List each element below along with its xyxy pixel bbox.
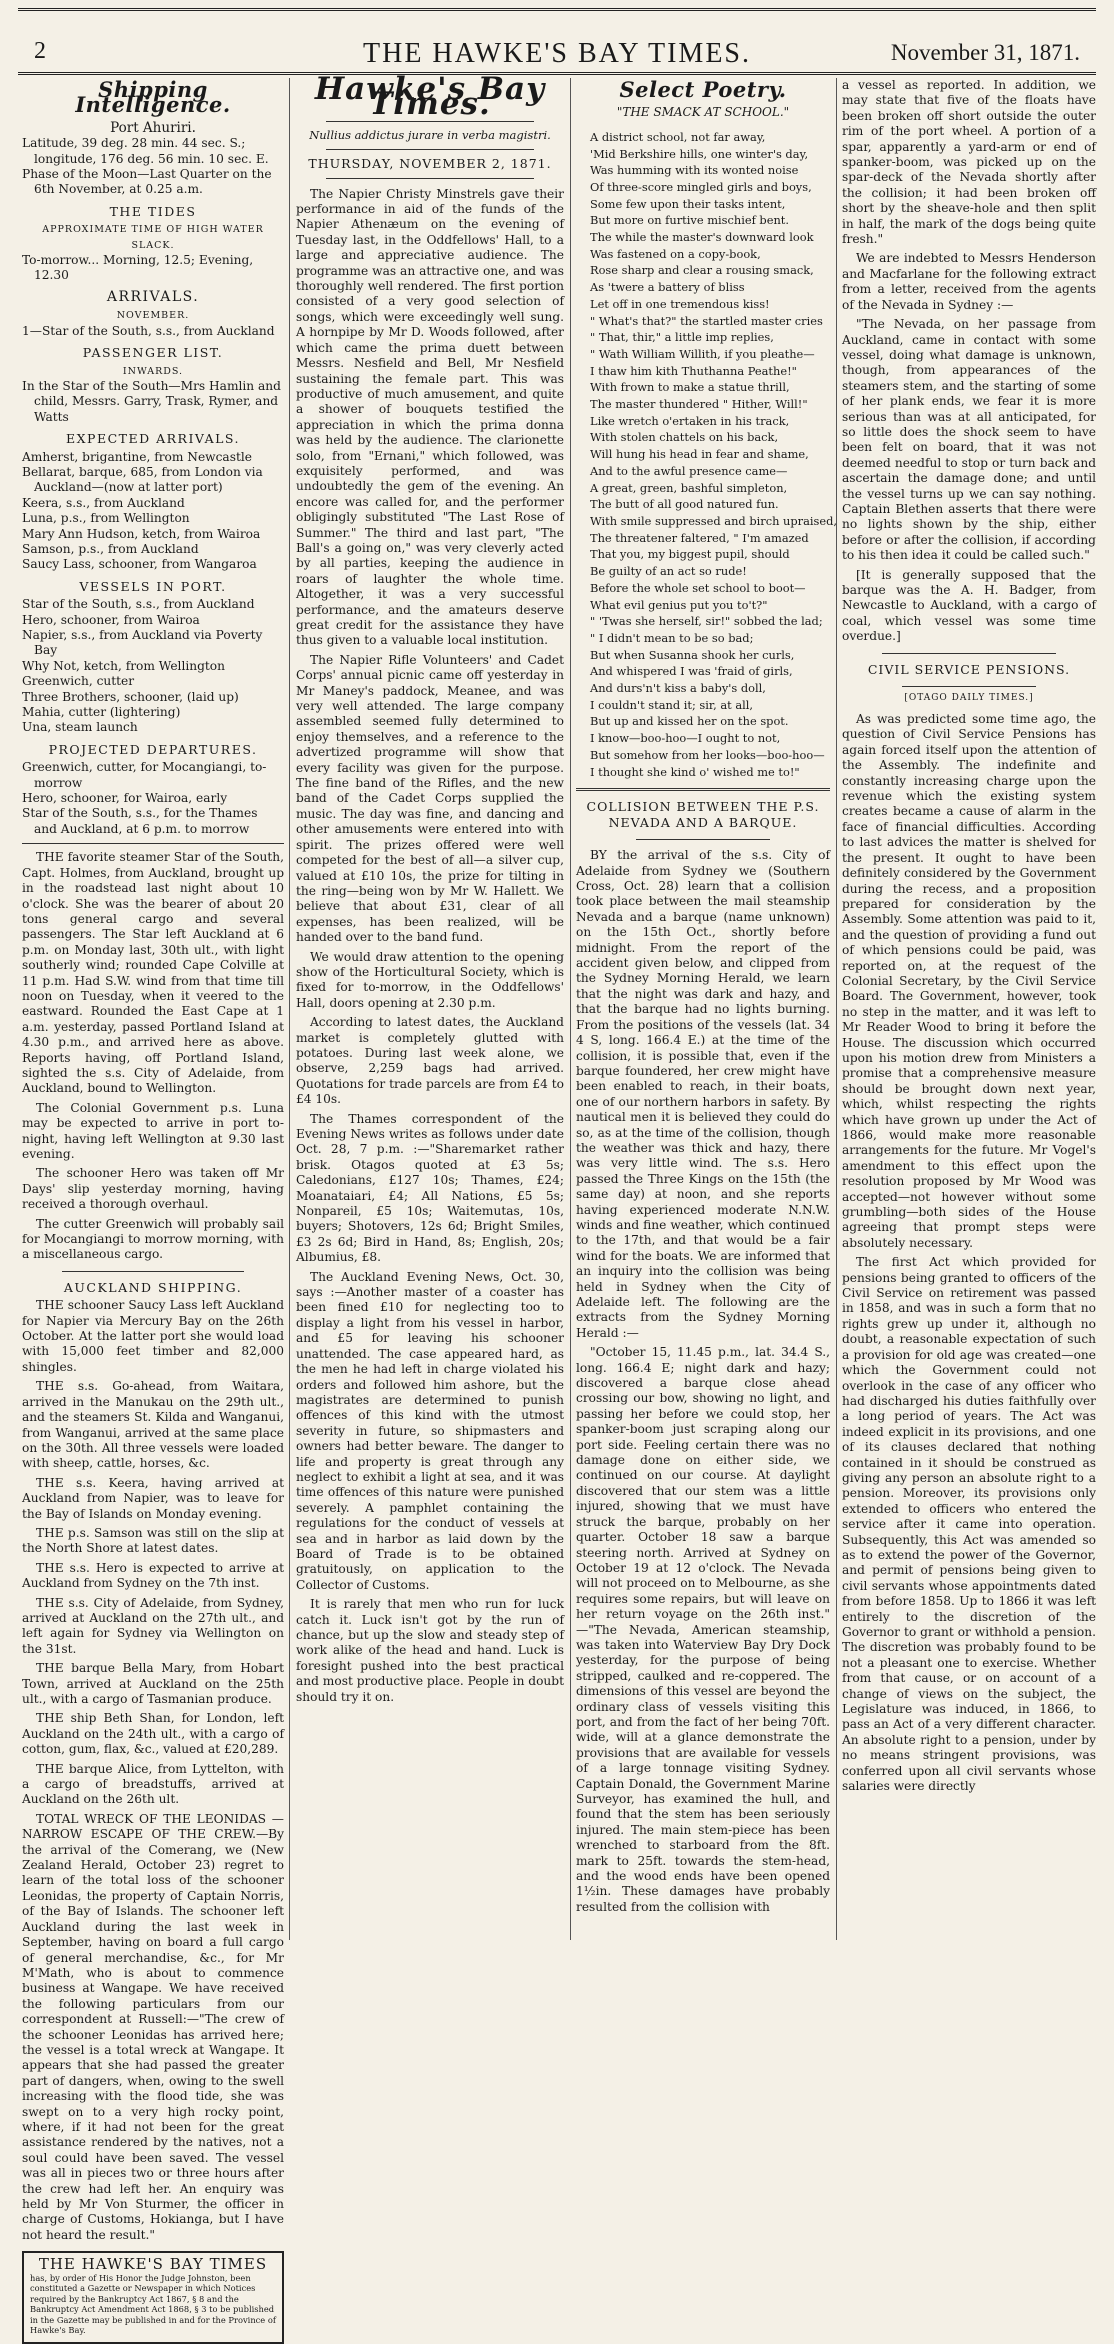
editorial-paragraph: We would draw attention to the opening show of the Horticultural Society, which is fixed for to-morrow, in the Oddfellows' Hall, doors opening at 2.30 p.m. xyxy=(296,949,564,1010)
section-rule xyxy=(326,178,534,179)
poem-line: The master thundered " Hither, Will!" xyxy=(590,397,808,412)
shipping-paragraph: The Colonial Government p.s. Luna may be expected to arrive in port to-night, having left Wellington at 9.30 last evening. xyxy=(22,1100,284,1161)
page-number: 2 xyxy=(34,38,46,64)
port-coordinates: Latitude, 39 deg. 28 min. 44 sec. S.; longitude, 176 deg. 56 min. 10 sec. E. xyxy=(22,136,269,166)
pensions-source: [OTAGO DAILY TIMES.] xyxy=(904,692,1034,703)
auckland-item: THE s.s. Hero is expected to arrive at Auckland from Sydney on the 7th inst. xyxy=(22,1560,284,1591)
in-port-title: VESSELS IN PORT. xyxy=(79,578,227,594)
auckland-item: THE barque Bella Mary, from Hobart Town, arrived at Auckland on the 25th ult., with a cargo of Tasmanian produce. xyxy=(22,1661,284,1706)
arrivals-title: ARRIVALS. xyxy=(106,288,200,305)
poem-line: But somehow from her looks—boo-hoo— xyxy=(590,747,825,762)
masthead xyxy=(18,6,1096,69)
expected-title: EXPECTED ARRIVALS. xyxy=(66,431,240,447)
auckland-shipping-title: AUCKLAND SHIPPING. xyxy=(63,1279,243,1295)
poem-line: And to the awful presence came— xyxy=(590,463,788,478)
column-divider xyxy=(836,78,837,1940)
editorial-paragraph: The Napier Christy Minstrels gave their performance in aid of the funds of the Napier Athenæum on the evening of Tuesday last, in the Oddfellows' Hall, to a large and appreciative audience. The programme was an attractive one, and was thoroughly well rendered. The first portion consisted of a very good selection of songs, which were exceedingly well sung. A hornpipe by Mr D. Woods followed, after which came the prima duett between Messrs. Nesfield and Bell, Mr Nesfield sustaining the female part. This was productive of much amusement, and quite a shower of bouquets testified the appreciation in which the prima donna was held by the audience. The clarionette solo, from "Ernani," which followed, was exquisitely performed, and was undoubtedly the gem of the evening. An encore was called for, and the performer obligingly substituted "The Last Rose of Summer." The third and last part, "The Ball's a going on," was very cleverly acted by all parties, keeping the audience in roars of laughter the whole time. Altogether, it was a very successful performance, and the amateurs deserve great credit for the assistance they have thus given to a valuable local institution. xyxy=(296,186,564,648)
expected-item: Keera, s.s., from Auckland xyxy=(22,495,185,510)
pensions-title: CIVIL SERVICE PENSIONS. xyxy=(867,661,1071,677)
poem-line: With frown to make a statue thrill, xyxy=(590,380,790,395)
departure-item: Star of the South, s.s., for the Thames and Auckland, at 6 p.m. to morrow xyxy=(22,806,258,836)
poem-line: A great, green, bashful simpleton, xyxy=(590,480,788,495)
collision-continued: a vessel as reported. In addition, we may state that five of the floats have been broken off short outside the outer rim of the port wheel. A portion of a spar, apparently a yard-arm or end of spanker-boom, was picked up on the spar-deck of the Nevada shortly after the collision; it had been broken off short by the sheave-hole and then split in half, the mark of the dogs being quite fresh." xyxy=(842,78,1096,247)
in-port-item: Greenwich, cutter xyxy=(22,674,135,689)
poem-line: And durs'n't kiss a baby's doll, xyxy=(590,681,766,696)
tides-title: THE TIDES xyxy=(109,203,197,219)
auckland-item: TOTAL WRECK OF THE LEONIDAS — NARROW ESCAPE OF THE CREW.—By the arrival of the Comerang, we (New Zealand Herald, October 23) regret to learn of the total loss of the schooner Leonidas, the property of Captain Norris, of the Bay of Islands. The schooner left Auckland during the last week in September, having on board a full cargo of general merchandise, &c., for Mr M'Math, who is about to commence business at Wangape. We have received the following particulars from our correspondent at Russell:—"The crew of the schooner Leonidas has arrived here; the vessel is a total wreck at Wangape. It appears that she had passed the greater part of dangers, when, owing to the swell increasing with the flood tide, she was swept on to a very high rocky point, where, if it had not been for the great assistance rendered by the natives, not a soul could have been saved. The vessel was all in pieces two or three hours after the crew had left her. An enquiry was held by Mr Von Sturmer, the officer in charge of Customs, Hokianga, but I have not heard the result." xyxy=(22,1811,284,2242)
column-poetry xyxy=(576,77,838,1940)
in-port-item: Star of the South, s.s., from Auckland xyxy=(22,597,255,612)
masthead-bottom-rule xyxy=(18,72,1096,75)
auckland-item: THE schooner Saucy Lass left Auckland for Napier via Mercury Bay on the 26th October. At the latter port she would load with 15,000 feet timber and 82,000 shingles. xyxy=(22,1298,284,1374)
departure-item: Hero, schooner, for Wairoa, early xyxy=(22,791,228,806)
editorial-masthead: Hawke's Bay Times. xyxy=(314,71,546,123)
editorial-motto: Nullius addictus jurare in verba magistri. xyxy=(309,127,551,142)
auckland-item: THE s.s. Go-ahead, from Waitara, arrived in the Manukau on the 29th ult., and the steamers St. Kilda and Wanganui, from Wanganui, arrived at the same place on the 30th. All three vessels were loaded with sheep, cattle, horses, &c. xyxy=(22,1379,284,1471)
departures-title: PROJECTED DEPARTURES. xyxy=(48,741,258,757)
in-port-item: Hero, schooner, from Wairoa xyxy=(22,612,200,627)
in-port-item: Why Not, ketch, from Wellington xyxy=(22,658,225,673)
passenger-text: In the Star of the South—Mrs Hamlin and child, Messrs. Garry, Trask, Rymer, and Watts xyxy=(22,378,281,424)
expected-item: Luna, p.s., from Wellington xyxy=(22,511,190,526)
editorial-dateline: THURSDAY, NOVEMBER 2, 1871. xyxy=(308,156,552,172)
moon-phase: Phase of the Moon—Last Quarter on the 6th November, at 0.25 a.m. xyxy=(22,167,272,197)
gazette-notice-text: has, by order of His Honor the Judge Johnston, been constituted a Gazette or Newspaper in which Notices required by the Bankruptcy Act 1867, § 8 and the Bankruptcy Act Amendment Act 1868, § 3 to be published in the Gazette may be published in and for the Province of Hawke's Bay. xyxy=(30,2272,276,2336)
poem-line: Let off in one tremendous kiss! xyxy=(590,296,770,311)
poem-line: But up and kissed her on the spot. xyxy=(590,714,789,729)
poetry-heading: Select Poetry. xyxy=(619,77,787,102)
poem-line: " 'Twas she herself, sir!" sobbed the lad; xyxy=(590,614,823,629)
section-rule xyxy=(62,1271,244,1272)
collision-paragraph: BY the arrival of the s.s. City of Adelaide from Sydney we (Southern Cross, Oct. 28) learn that a collision took place between the mail steamship Nevada and a barque (name unknown) on the 15th Oct., shortly before midnight. From the report of the accident given below, and clipped from the Sydney Morning Herald, we learn that the night was dark and hazy, and that the barque had no lights burning. From the positions of the vessels (lat. 34 4 S, long. 166.4 E.) at the time of the collision, it is possible that, even if the barque foundered, her crew might have been enabled to reach, in their boats, one of our northern harbors in safety. By nautical men it is believed they could do so, as at the time of the collision, though the weather was thick and hazy, there was very little wind. The s.s. Hero passed the Three Kings on the 15th (the same day) at noon, and she reports having experienced moderate N.N.W. winds and fine weather, which continued to the 17th, and that would be a fair wind for the boats. We are informed that an inquiry into the collision was being held in Sydney when the City of Adelaide left. The following are the extracts from the Sydney Morning Herald :— xyxy=(576,848,830,1340)
masthead-top-rule xyxy=(18,8,1096,11)
auckland-item: THE s.s. City of Adelaide, from Sydney, arrived at Auckland on the 27th ult., and left again for Sydney via Wellington on the 31st. xyxy=(22,1595,284,1656)
in-port-item: Napier, s.s., from Auckland via Poverty Bay xyxy=(22,628,263,658)
auckland-item: THE ship Beth Shan, for London, left Auckland on the 24th ult., with a cargo of cotton, gum, flax, &c., valued at £20,289. xyxy=(22,1711,284,1757)
expected-item: Samson, p.s., from Auckland xyxy=(22,541,199,556)
poem-line: Before the whole set school to boot— xyxy=(590,580,806,595)
poem-line: Of three-score mingled girls and boys, xyxy=(590,179,812,194)
expected-item: Bellarat, barque, 685, from London via Auckland—(now at latter port) xyxy=(22,464,263,495)
poem-line: That you, my biggest pupil, should xyxy=(590,547,790,562)
passenger-title: PASSENGER LIST. xyxy=(82,345,224,361)
poem-line: Will hung his head in fear and shame, xyxy=(590,447,809,462)
editorial-paragraph: The Napier Rifle Volunteers' and Cadet Corps' annual picnic came off yesterday in Mr Maney's paddock, Meanee, and was very well attended. The large company assembled seemed fully determined to enjoy themselves, and a reference to the advertized programme will show that every facility was given for the purpose. The fine band of the Rifles, and the new band of the Cadet Corps supplied the music. The day was fine, and dancing and other amusements were entered into with spirit. The prizes offered were well competed for the best of all—a silver cup, valued at £10 10s, the prize for tilting in the ring—being won by Mr W. Hallett. We believe that about £31, clear of all expenses, has been realized, will be handed over to the band fund. xyxy=(296,652,564,945)
in-port-item: Three Brothers, schooner, (laid up) xyxy=(22,689,239,704)
column-divider xyxy=(289,78,290,1940)
poem-line: The butt of all good natured fun. xyxy=(590,497,779,512)
gazette-notice xyxy=(22,2251,284,2344)
poem-line: With stolen chattels on his back, xyxy=(590,430,779,445)
gazette-notice-title: THE HAWKE'S BAY TIMES xyxy=(38,2255,268,2274)
section-rule xyxy=(576,788,830,791)
editorial-paragraph: The Thames correspondent of the Evening News writes as follows under date Oct. 28, 7 p.m. :—"Sharemarket rather brisk. Otagos quoted at £3 5s; Caledonians, £127 10s; Thames, £24; Moanataiari, £4; All Nations, £5 5s; Nonpareil, £5 10s; Waitemutas, 10s, buyers; Shotovers, 12s 6d; Bright Smiles, £3 2s 6d; Bird in Hand, 8s; English, 20s; Albumius, £8. xyxy=(296,1111,564,1265)
section-rule xyxy=(902,686,1036,687)
poem-line: As 'twere a battery of bliss xyxy=(590,280,745,295)
collision-paragraph: "October 15, 11.45 p.m., lat. 34.4 S., long. 166.4 E; night dark and hazy; discovered a barque close ahead crossing our bow, showing no light, and passing her before we could stop, her spanker-boom just scraping along our port side. Feeling certain there was no damage done on either side, we continued on our course. At daylight discovered that our stem was a little injured, showing that we must have struck the barque, probably on her quarter. October 18 saw a barque steering north. Arrived at Sydney on October 19 at 12 o'clock. The Nevada will not proceed on to Melbourne, as she requires some repairs, but will leave on her return voyage on the 26th inst." —"The Nevada, American steamship, was taken into Waterview Bay Dry Dock yesterday, for the purpose of being stripped, caulked and re-coppered. The dimensions of this vessel are beyond the ordinary class of vessels visiting this port, and from the fact of her being 70ft. wide, will at a glance demonstrate the provisions that are available for vessels of a large tonnage visiting Sydney. Captain Donald, the Government Marine Surveyor, has examined the hull, and found that the stem has been seriously injured. The main stem-piece has been wrenched to starboard from the 8ft. mark to 25ft. towards the stem-head, and the wood ends have been opened 1½in. These damages have probably resulted from the collision with xyxy=(576,1345,830,1914)
poem-line: " That, thir," a little imp replies, xyxy=(590,330,774,345)
shipping-paragraph: The cutter Greenwich will probably sail for Mocangiangi to morrow morning, with a miscellaneous cargo. xyxy=(22,1216,284,1262)
collision-continued: "The Nevada, on her passage from Auckland, came in contact with some vessel, doing what damage is unknown, though, from appearances of the steamers stem, and the starting of some of her plank ends, we fear it is more serious than was at all anticipated, for so little does the shock seem to have been felt on board, that it was not deemed needful to stop or turn back and ascertain the damage done; and until the vessel turns up we can say nothing. Captain Blethen asserts that there were no lights shown by the ship, either before or after the collision, if according to his then idea it could be called such." xyxy=(842,317,1096,563)
column-editorial xyxy=(296,71,564,1940)
poem-line: With smile suppressed and birch upraised, xyxy=(590,513,838,528)
poem-line: I thaw him kith Thuthanna Peathe!" xyxy=(590,363,797,378)
tides-subtitle: APPROXIMATE TIME OF HIGH WATER SLACK. xyxy=(42,224,264,251)
arrivals-month: NOVEMBER. xyxy=(116,310,190,322)
in-port-item: Mahia, cutter (lightering) xyxy=(22,705,181,720)
section-rule xyxy=(636,839,770,840)
poem-line: What evil genius put you to't?" xyxy=(590,597,768,612)
shipping-paragraph: The schooner Hero was taken off Mr Days' slip yesterday morning, having received a thorough overhaul. xyxy=(22,1166,284,1212)
pensions-paragraph: As was predicted some time ago, the question of Civil Service Pensions has again forced itself upon the attention of the Assembly. The indefinite and constantly increasing charge upon the revenue which the existing system creates became a cause of alarm in the face of financial difficulties. According to last advices the matter is shelved for the present. It ought to have been definitely considered by the Government during the recess, and a proposition prepared for consideration by the Assembly. Some attention was paid to it, and the question of providing a fund out of which pensions could be paid, was reported on, at the request of the Colonial Secretary, by the Civil Service Board. The Government, however, took no step in the matter, and it was left to Mr Reader Wood to bring it before the House. The discussion which occurred upon his motion drew from Ministers a promise that a comprehensive measure should be brought down next year, which, whilst respecting the rights which have grown up under the Act of 1866, would make more reasonable arrangements for the future. Mr Vogel's amendment to this effect upon the resolution proposed by Mr Wood was accepted—not however without some grumbling—both sides of the House agreeing that prompt steps were absolutely necessary. xyxy=(842,712,1096,1250)
poem-line: Be guilty of an act so rude! xyxy=(590,564,747,579)
poem-line: The threatener faltered, " I'm amazed xyxy=(590,530,809,545)
poem-line: 'Mid Berkshire hills, one winter's day, xyxy=(590,146,809,161)
editorial-paragraph: The Auckland Evening News, Oct. 30, says :—Another master of a coaster has been fined £10 for neglecting too to display a light from his vessel in harbor, and £5 for leaving his schooner unattended. The case appeared hard, as the men he had left in charge violated his orders and followed him ashore, but the magistrates are determined to punish offences of this kind with the utmost severity in future, so shipmasters and owners had better beware. The danger to life and property is great through any neglect to exhibit a light at sea, and it was time offences of this nature were punished severely. A pamphlet containing the regulations for the conduct of vessels at sea and in harbor as laid down by the Board of Trade is to be obtained gratuitously, on application to the Collector of Customs. xyxy=(296,1269,564,1592)
section-rule xyxy=(882,653,1056,654)
auckland-item: THE p.s. Samson was still on the slip at the North Shore at latest dates. xyxy=(22,1525,284,1556)
poem-line: I couldn't stand it; sir, at all, xyxy=(590,697,754,712)
tides-line: To-morrow... Morning, 12.5; Evening, 12.30 xyxy=(22,253,254,283)
expected-item: Mary Ann Hudson, ketch, from Wairoa xyxy=(22,526,261,541)
poem-line: " What's that?" the startled master cries xyxy=(590,313,823,328)
pensions-paragraph: The first Act which provided for pensions being granted to officers of the Civil Service on retirement was passed in 1858, and was in such a form that no rights grew up under it, although no doubt, a reasonable expectation of such a provision for old age was created—one which the Government could not overlook in the case of any officer who had discharged his duties faithfully over a long period of years. The Act was indeed explicit in its provisions, and one of its clauses declared that nothing contained in it should be construed as giving any person an absolute right to a pension. Moreover, its provisions only extended to officers who entered the service after it came into operation. Subsequently, this Act was amended so as to extend the power of the Governor, and permit of pensions being given to civil servants whose appointments dated from before 1858. Up to 1866 it was left entirely to the discretion of the Governor to grant or withhold a pension. The discretion was probably found to be not a pleasant one to exercise. Whether from that cause, or on account of a change of views on the subject, the Legislature was induced, in 1866, to pass an Act of a very different character. An absolute right to a pension, under by no means stringent provisions, was conferred upon all civil servants whose salaries were directly xyxy=(842,1255,1096,1794)
poem-line: Some few upon their tasks intent, xyxy=(590,196,786,211)
issue-date: November 31, 1871. xyxy=(890,40,1080,65)
column-pensions xyxy=(842,78,1096,1940)
poem-line: Was fastened on a copy-book, xyxy=(590,246,761,261)
expected-item: Amherst, brigantine, from Newcastle xyxy=(22,449,252,464)
shipping-paragraph: THE favorite steamer Star of the South, Capt. Holmes, from Auckland, brought up in the roadstead last night about 10 o'clock. She was the bearer of about 20 tons general cargo and several passengers. The Star left Auckland at 6 p.m. on Monday last, 30th ult., with light southerly wind; rounded Cape Colville at 11 p.m. Had S.W. wind from that time till noon on Tuesday, when it veered to the eastward. Rounded the East Cape at 1 a.m. yesterday, passed Portland Island at 4.30 p.m., and arrived here as above. Reports having, off Portland Island, sighted the s.s. City of Adelaide, from Auckland, bound to Wellington. xyxy=(22,850,284,1096)
poem-line: " I didn't mean to be so bad; xyxy=(590,630,754,645)
editorial-paragraph: According to latest dates, the Auckland market is completely glutted with potatoes. During last week alone, we observe, 2,259 bags had arrived. Quotations for trade parcels are from £4 to £4 10s. xyxy=(296,1015,564,1107)
poem-line: I know—boo-hoo—I ought to not, xyxy=(590,731,781,746)
poem-line: The while the master's downward look xyxy=(590,230,814,245)
shipping-heading: Shipping Intelligence. xyxy=(75,77,231,118)
auckland-item: THE s.s. Keera, having arrived at Auckland from Napier, was to leave for the Bay of Islands on Monday evening. xyxy=(22,1475,284,1521)
collision-continued: [It is generally supposed that the barque was the A. H. Badger, from Newcastle to Auckland, with a cargo of coal, which vessel was some time overdue.] xyxy=(842,567,1096,644)
poem-line: Rose sharp and clear a rousing smack, xyxy=(590,263,814,278)
poem-line: Was humming with its wonted noise xyxy=(590,163,799,178)
poem-line: A district school, not far away, xyxy=(590,129,766,144)
arrival-item: 1—Star of the South, s.s., from Auckland xyxy=(22,323,275,338)
expected-item: Saucy Lass, schooner, from Wangaroa xyxy=(22,557,257,572)
poem-line: " Wath William Willith, if you pleathe— xyxy=(590,346,815,361)
poem-line: But more on furtive mischief bent. xyxy=(590,213,789,228)
section-rule xyxy=(22,843,284,844)
poem-line: But when Susanna shook her curls, xyxy=(590,647,795,662)
poem-line: I thought she kind o' wished me to!" xyxy=(590,764,800,779)
departure-item: Greenwich, cutter, for Mocangiangi, to-morrow xyxy=(22,760,267,790)
collision-title: COLLISION BETWEEN THE P.S. NEVADA AND A BARQUE. xyxy=(586,799,820,831)
poem-line: And whispered I was 'fraid of girls, xyxy=(590,664,793,679)
column-divider xyxy=(570,78,571,1940)
poem xyxy=(576,129,838,780)
section-rule xyxy=(326,149,534,150)
poem-title: "THE SMACK AT SCHOOL." xyxy=(616,105,790,120)
newspaper-title: THE HAWKE'S BAY TIMES. xyxy=(363,38,751,69)
poem-line: Like wretch o'ertaken in his track, xyxy=(590,413,790,428)
column-shipping xyxy=(22,77,284,2336)
collision-continued: We are indebted to Messrs Henderson and Macfarlane for the following extract from a letter, received from the agents of the Nevada in Sydney :— xyxy=(842,251,1096,312)
passenger-subtitle: INWARDS. xyxy=(122,365,184,377)
in-port-item: Una, steam launch xyxy=(22,720,138,735)
port-name: Port Ahuriri. xyxy=(110,119,196,136)
auckland-item: THE barque Alice, from Lyttelton, with a cargo of breadstuffs, arrived at Auckland on the 26th ult. xyxy=(22,1761,284,1807)
editorial-paragraph: It is rarely that men who run for luck catch it. Luck isn't got by the run of chance, but up the slow and steady step of work alike of the head and hand. Luck is foresight pushed into the best practical and most productive place. People in doubt should try it on. xyxy=(296,1597,564,1704)
